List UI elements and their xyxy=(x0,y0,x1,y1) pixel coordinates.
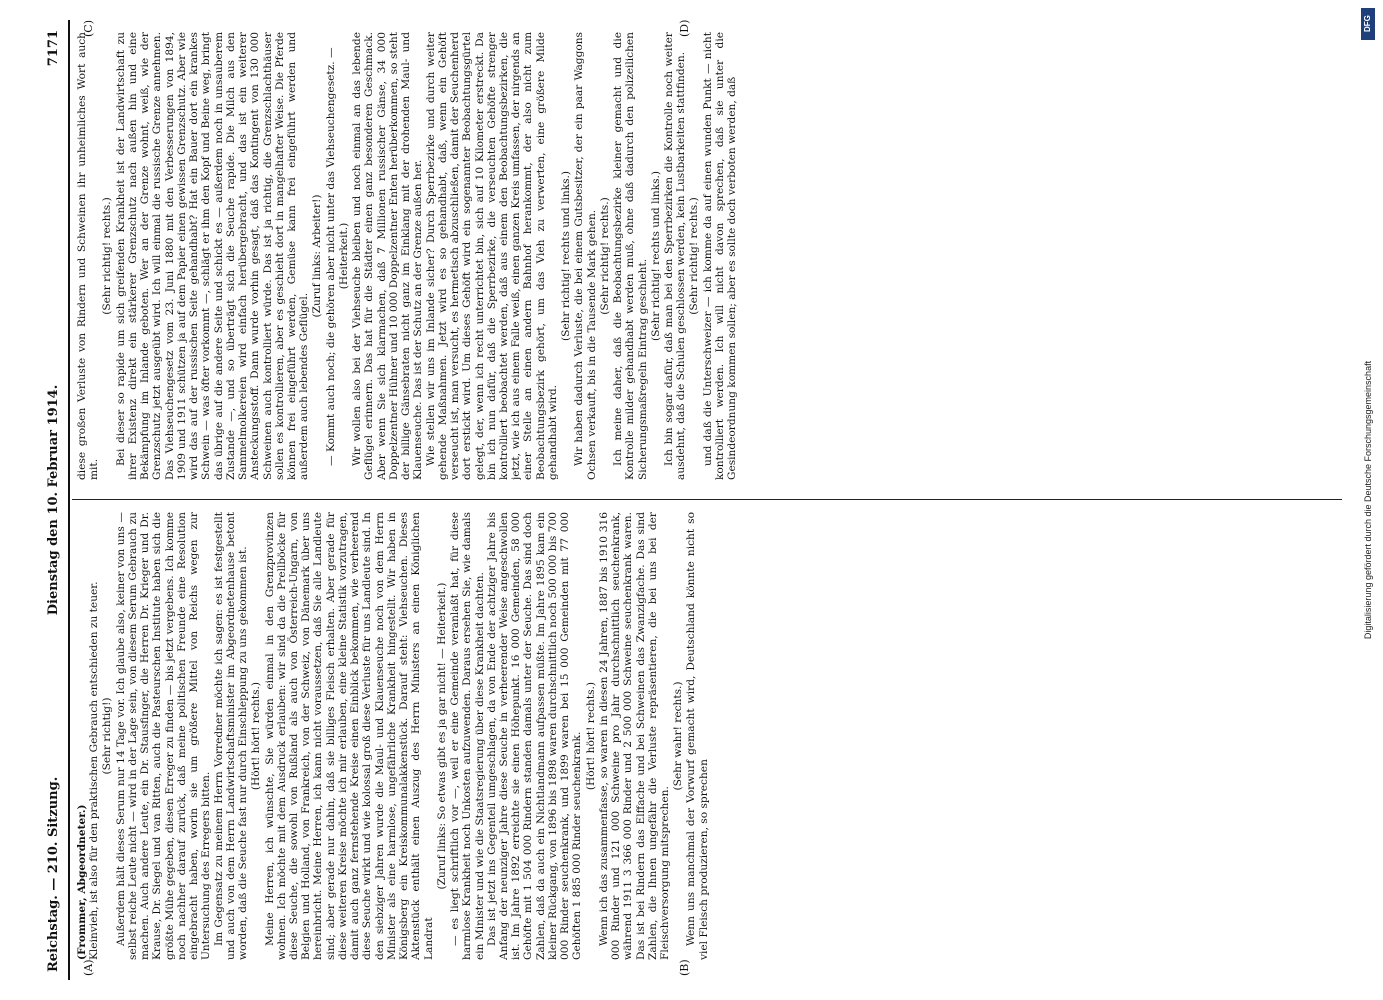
interjection: (Hört! hört! rechts.) xyxy=(584,681,597,791)
interjection: (Sehr richtig! rechts.) xyxy=(687,197,700,315)
paragraph: Ich meine daher, daß die Beobachtungsbezirke kleiner gemacht und die Kontrolle milder gehandhabt werden muß, ohne daß dadurch den polizeilichen Sicherungsmaßregeln Eintrag geschieht. xyxy=(611,32,649,480)
interjection: (Sehr richtig!) xyxy=(100,697,113,775)
paragraph: Das ist jetzt ins Gegenteil umgeschlagen, da von Ende der achtziger Jahre bis Anfang der neunziger Jahre diese Seuche in verheerender Weise angeschwollen ist. Im Jahre 1892 erreichte sie einen Höhepunkt. 16 000 Gemeinden, 58 000 Gehöfte mit 1 504 000 Rindern standen damals unter der Seuche. Das sind doch Zahlen, daß da auch ein Nichtlandmann aufpassen müßte. Im Jahre 1895 kam ein kleiner Rückgang, von 1896 bis 1898 waren durchschnittlich noch 500 000 bis 700 000 Rinder seuchenkrank, und 1899 waren bei 15 000 Gemeinden mit 77 000 Gehöften 1 885 000 Rinder seuchenkrank. xyxy=(485,512,583,960)
paragraph: Im Gegensatz zu meinem Herrn Vorredner möchte ich sagen: es ist festgestellt und auch von dem Herrn Landwirtschaftsminister im Abgeordnetenhause betont worden, daß die Seuche fast nur durch Einschleppung zu uns gekommen ist. xyxy=(212,512,249,960)
paragraph: Wir haben dadurch Verluste, die bei einem Gutsbesitzer, der ein paar Waggons Ochsen verkauft, bis in die Tausende Mark gehen. xyxy=(572,32,598,480)
paragraph: Wir wollen also bei der Viehseuche bleiben und noch einmal an das lebende Geflügel erinnern. Das hat für die Städter einen ganz besonderen Geschmack. Aber wenn Sie sich klarmachen, daß 7 Millionen russischer Gänse, 34 000 Doppelzentner Hühner und 10 000 Doppelzentner Enten herüberkommen, so steht der billige Gänsebraten nicht ganz im Einklang mit der drohenden Maul- und Klauenseuche. Das ist der Schutz an der Grenze außen her. xyxy=(350,32,424,480)
paragraph: diese großen Verluste von Rindern und Schweinen ihr unheimliches Wort auch mit. xyxy=(75,32,100,480)
margin-marker-b: (B) xyxy=(677,959,691,976)
paragraph: — Kommt auch noch; die gehören aber nicht unter das Viehseuchengesetz. — xyxy=(324,47,337,466)
paragraph: Außerdem hält dieses Serum nur 14 Tage vor. Ich glaube also, keiner von uns — selbst reiche Leute nicht — wird in der Lage sein, von diesem Serum Gebrauch zu machen. Auch andere Leute, ein Dr. Stausfinger, die Herren Dr. Krieger und Dr. Krause, Dr. Siegel und van Ritten, auch die Pasteurschen Institute haben sich die größte Mühe gegeben, diesen Erreger zu finden — bis jetzt vergebens. Ich komme noch nachher darauf zurück, daß meine politischen Freunde eine Resolution eingebracht haben, worin sie um größere Mittel von Reichs wegen zur Untersuchung des Erregers bitten. xyxy=(114,512,212,960)
margin-marker-d: (D) xyxy=(677,20,691,37)
dfg-logo: DFG xyxy=(1361,8,1375,40)
paragraph: Wenn ich das zusammenfasse, so waren in diesen 24 Jahren, 1887 bis 1910 316 000 Rinder und 121 000 Schweine pro Jahr durchschnittlich seuchenkrank, während 1911 3 366 000 Rinder und 2 500 000 Schweine seuchenkrank waren. Das ist bei Rindern das Elffache und bei Schweinen das Zwanzigfache. Das sind Zahlen, die Ihnen ungefähr die Verluste repräsentieren, die bei uns bei der Fleischversorgung mitsprechen. xyxy=(597,512,671,960)
interjection: (Sehr richtig! rechts und links.) xyxy=(649,170,662,342)
left-column xyxy=(76,512,1338,960)
paragraph: Wie stellen wir uns im Inlande sicher? Durch Sperrbezirke und durch weiter gehende Maßnahmen. Jetzt wird es so gehandhabt, daß, wenn ein Gehöft verseucht ist, man versucht, es hermetisch abzuschließen, damit der Seuchenherd dort erstickt wird. Um dieses Gehöft wird ein sogenannter Beobachtungsgürtel gelegt, der, wenn ich recht unterrichtet bin, sich auf 10 Kilometer erstreckt. Da bin ich nun dafür, daß die Sperrbezirke, die verseuchten Gehöfte strenger kontrolliert beobachtet werden, daß aus einem den Beobachtungsbezirken, die jetzt, wie ich aus einem Falle weiß, einen ganzen Kreis umfassen, der nirgends an einer Stelle an einen andern Bahnhof herankommt, der also nicht zum Beobachtungsbezirk gehört, um das Vieh zu verwerten, eine größere Milde gehandhabt wird. xyxy=(424,32,559,480)
page-number: 7171 xyxy=(45,30,61,67)
running-head-date: Dienstag den 10. Februar 1914. xyxy=(45,384,61,616)
interjection: (Heiterkeit.) xyxy=(337,222,350,290)
interjection: (Hört! hört! rechts.) xyxy=(249,681,262,791)
speaker-label: (Frommer, Abgeordneter.) xyxy=(75,804,88,960)
interjection: (Zuruf links: Arbeiter!) xyxy=(310,194,323,318)
interjection: (Sehr richtig! rechts.) xyxy=(598,197,611,315)
running-head-left: Reichstag. — 210. Sitzung. xyxy=(45,776,61,972)
paragraph: Kleinvieh, ist also für den praktischen Gebrauch entschieden zu teuer. xyxy=(87,581,100,960)
paragraph: — es liegt schriftlich vor —, weil er eine Gemeinde veranlaßt hat, für diese harmlose Krankheit noch Unkosten aufzuwenden. Daraus ersehen Sie, wie damals ein Minister und wie die Staatsregierung über diese Krankheit dachten. xyxy=(448,512,485,960)
margin-marker-a: (A) xyxy=(81,959,95,976)
interjection: (Zuruf links: So etwas gibt es ja gar nicht! — Heiterkeit.) xyxy=(435,582,448,890)
paragraph: Bei dieser so rapide um sich greifenden Krankheit ist der Landwirtschaft zu ihrer Existenz direkt ein stärkerer Grenzschutz nach außen hin und eine Bekämpfung im Inlande geboten. Wer an der Grenze wohnt, weiß, wie der Grenzschutz jetzt ausgeübt wird. Ich will einmal die russische Grenze annehmen. Das Viehseuchengesetz vom 23. Juni 1880 mit den Verbesserungen von 1894, 1909 und 1911 schützen ja auf dem Papier einen gewissen Grenzschutz. Aber wie wird das auf der russischen Seite gehandhabt? Hat ein Bauer dort ein krankes Schwein — was öfter vorkommt —, schlägt er ihm den Kopf und Beine weg, bringt das übrige auf die andere Seite und schickt es — außerdem noch in unsauberem Zustande —, und so überträgt sich die Seuche rapide. Die Milch aus den Sammelmolkereien wird einfach herübergebracht, und das ist ein weiterer Ansteckungsstoff. Dann wurde vorhin gesagt, daß das Kontingent von 130 000 Schweinen auch kontrolliert würde. Das ist ja richtig, die Grenzschlachthäuser sollen es kontrollieren, aber es geschieht dort in mangelhafter Weise. Die Pferde können frei eingeführt werden, Gemüse kann frei eingeführt werden und außerdem auch lebendes Geflügel. xyxy=(114,32,310,480)
digitization-credit-text: Digitalisierung gefördert durch die Deutsche Forschungsgemeinschaft xyxy=(1363,360,1373,640)
running-head xyxy=(42,20,70,980)
paragraph: Wenn uns manchmal der Vorwurf gemacht wird, Deutschland könnte nicht so viel Fleisch produzieren, so sprechen xyxy=(684,512,710,960)
interjection: (Sehr wahr! rechts.) xyxy=(671,681,684,791)
interjection: (Sehr richtig! rechts.) xyxy=(100,197,113,315)
printed-page xyxy=(42,20,1342,980)
right-column xyxy=(76,32,1338,480)
paragraph: Meine Herren, ich wünschte, Sie würden einmal in den Grenzprovinzen wohnen. Ich möchte mit dem Ausdruck erlauben: wir sind da die Prellböcke für diese Seuche, die sowohl von Rußland als auch von Österreich-Ungarn, von Belgien und Holland, von Frankreich, von der Schweiz, von Dänemark über uns hereinbricht. Meine Herren, ich kann nicht voraussetzen, daß Sie alle Landleute sind; aber gerade nur dahin, daß sie billiges Fleisch erhalten. Aber gerade für diese weiteren Kreise möchte ich mir erlauben, eine kleine Statistik vorzutragen, damit auch ganz fernstehende Kreise einen Einblick bekommen, wie verheerend diese Seuche wirkt und wie kolossal groß diese Verluste für uns Landleute sind. In den siebziger Jahren wurde die Maul- und Klauenseuche noch von dem Herrn Minister als eine harmlose, ungefährliche Krankheit hingestellt. Wir haben in Königsberg ein Kreiskommunalakkenstück. Darauf steht: Viehseuchen. Dieses Aktenstück enthält einen Auszug des Herrn Ministers an einen Königlichen Landrat xyxy=(263,512,435,960)
interjection: (Sehr richtig! rechts und links.) xyxy=(559,170,572,342)
column-rule xyxy=(72,499,1342,500)
margin-marker-c: (C) xyxy=(81,20,95,37)
paragraph: Ich bin sogar dafür, daß man bei den Sperrbezirken die Kontrolle noch weiter ausdehnt, daß die Schulen geschlossen werden, kein Lustbarkeiten stattfinden. xyxy=(662,32,687,480)
paragraph: und daß die Unterschweizer — ich komme da auf einen wunden Punkt — nicht kontrolliert werden. Ich will nicht davon sprechen, daß sie unter die Gesindeordnung kommen sollen; aber es sollte doch verboten werden, daß xyxy=(701,32,738,480)
